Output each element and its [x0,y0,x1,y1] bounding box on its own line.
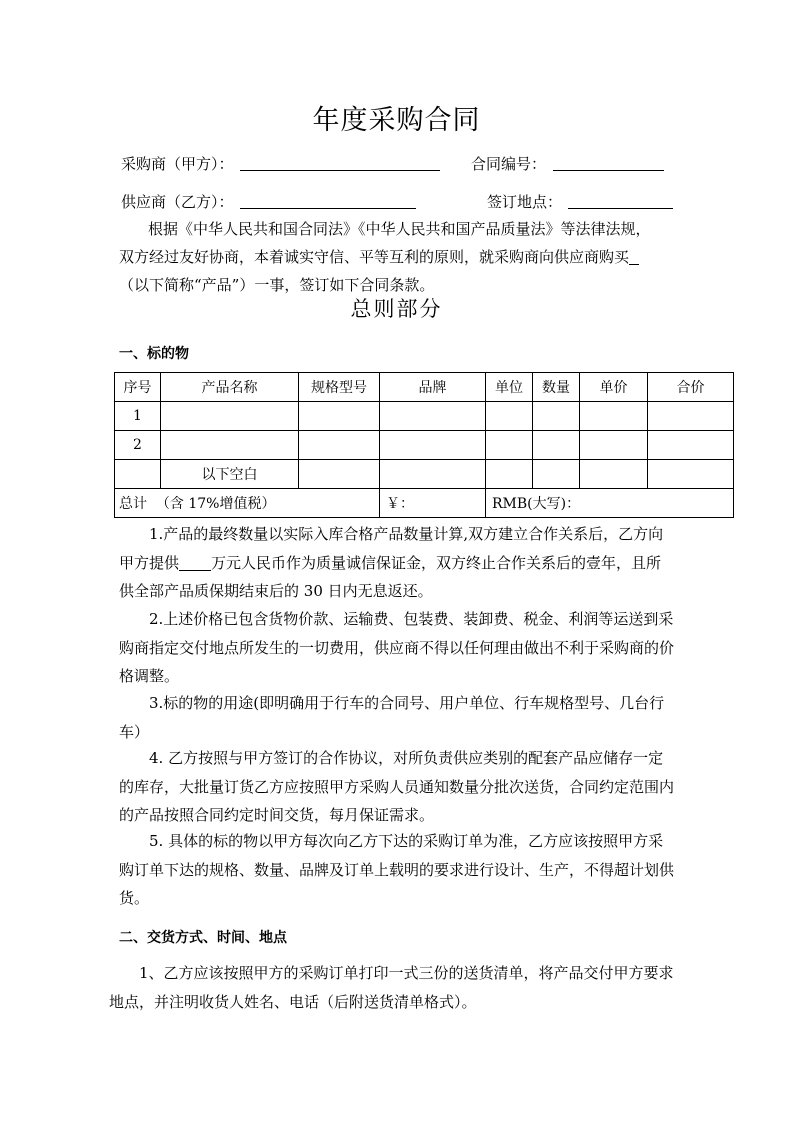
place-field[interactable] [568,208,673,209]
clause-3: 3.标的物的用途(即明确用于行车的合同号、用户单位、行车规格型号、几台行车） [119,694,665,741]
table-cell[interactable] [648,431,734,460]
intro-line-2 [119,243,719,272]
table-cell [580,460,648,489]
table-cell[interactable] [486,431,533,460]
table-cell[interactable] [299,402,380,431]
table-cell[interactable] [648,402,734,431]
table-cell[interactable] [533,431,580,460]
header-cell: 规格型号 [299,373,380,402]
yen-amount-cell[interactable]: ￥： [380,489,486,518]
table-cell[interactable] [580,431,648,460]
heading-delivery: 二、交货方式、时间、地点 [119,930,287,946]
clause-1-part-b: 万元人民币作为质量诚信保证金，双方终止合作关系后的壹年，且所供全部产品质保期结束后的 30 日内无息返还。 [119,553,662,600]
table-cell[interactable] [380,431,486,460]
header-cell: 品牌 [380,373,486,402]
header-cell: 合价 [648,373,734,402]
table-cell[interactable] [580,402,648,431]
header-cell: 产品名称 [161,373,299,402]
table-cell: 1 [115,402,161,431]
heading-subject-matter: 一、标的物 [119,346,189,362]
table-cell[interactable] [486,402,533,431]
table-cell: 以下空白 [161,460,299,489]
clause-4: 4. 乙方按照与甲方签订的合作协议，对所负责供应类别的配套产品应储存一定的库存，大批量订货乙方应按照甲方采购人员通知数量分批次送货，合同约定范围内的产品按照合同约定时间交货，每月保证需求。 [119,749,675,824]
items-table [114,372,734,518]
deposit-blank[interactable] [179,555,211,571]
section-title: 总则部分 [350,297,443,321]
table-cell [648,460,734,489]
table-cell[interactable] [380,402,486,431]
header-cell: 单价 [580,373,648,402]
table-cell[interactable] [161,402,299,431]
clause-1 [119,520,674,606]
table-header-row [115,373,734,402]
clause-2: 2.上述价格已包含货物价款、运输费、包装费、装卸费、税金、利润等运送到采购商指定交付地点所发生的一切费用，供应商不得以任何理由做出不利于采购商的价格调整。 [119,610,675,685]
clause-5: 5. 具体的标的物以甲方每次向乙方下达的采购订单为准，乙方应该按照甲方采购订单下达的规格、数量、品牌及订单上载明的要求进行设计、生产，不得超计划供货。 [119,832,675,907]
contract-no-field[interactable] [553,170,664,171]
table-cell: 2 [115,431,161,460]
table-cell[interactable] [533,402,580,431]
total-label: 总计 （含 17%增值税） [115,489,380,518]
intro-line-1: 根据《中华人民共和国合同法》《中华人民共和国产品质量法》等法律法规， [148,220,651,238]
supplier-label: 供应商（乙方）： [121,193,234,211]
product-blank[interactable] [629,249,639,265]
header-cell: 数量 [533,373,580,402]
place-label: 签订地点： [487,193,563,211]
table-cell [533,460,580,489]
table-cell [299,460,380,489]
clause-1-part-a: 1.产品的最终数量以实际入库合格产品数量计算,双方建立合作关系后，乙方向甲方提供 [119,525,664,572]
header-cell: 单位 [486,373,533,402]
table-cell [380,460,486,489]
delivery-clause-1: 1、乙方应该按照甲方的采购订单打印一式三份的送货清单，将产品交付甲方要求地点，并注明收货人姓名、电话（后附送货清单格式）。 [109,964,674,1011]
contract-no-label: 合同编号： [471,155,547,173]
table-cell[interactable] [161,431,299,460]
header-cell: 序号 [115,373,161,402]
document-title: 年度采购合同 [312,105,481,136]
table-cell[interactable] [299,431,380,460]
table-total-row [115,489,734,518]
buyer-field[interactable] [240,170,440,171]
table-row [115,460,734,489]
table-cell [115,460,161,489]
intro-line-2-text: 双方经过友好协商，本着诚实守信、平等互利的原则，就采购商向供应商购买 [119,248,630,266]
table-row [115,402,734,431]
table-row [115,431,734,460]
rmb-amount-cell[interactable]: RMB(大写)： [486,489,734,518]
buyer-label: 采购商（甲方）： [121,155,234,173]
intro-line-3: （以下简称“产品”）一事，签订如下合同条款。 [119,276,435,294]
table-cell [486,460,533,489]
supplier-field[interactable] [240,208,416,209]
